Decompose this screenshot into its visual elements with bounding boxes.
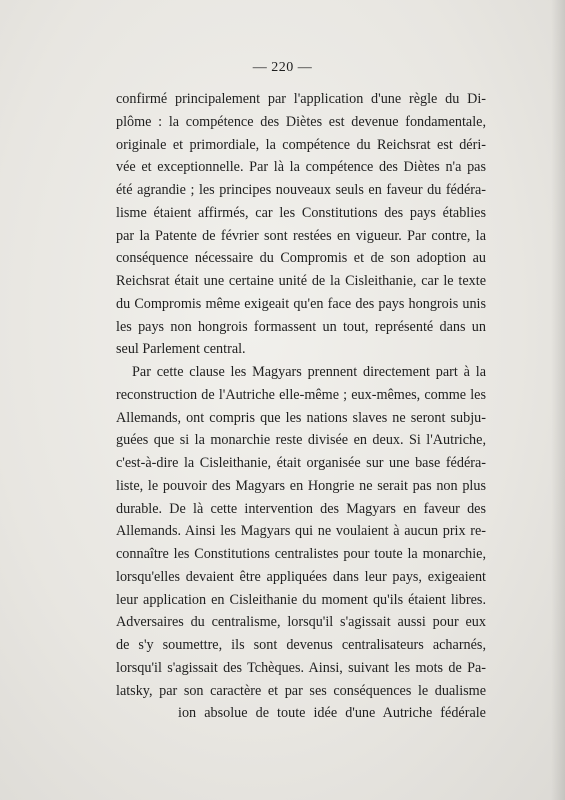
text-line: originale et primordiale, la compétence du Reichsrat est déri- [116, 136, 486, 153]
text-line: c'est-à-dire la Cisleithanie, était organisée sur une base fédéra- [116, 455, 486, 471]
text-line: reconstruction de l'Autriche elle-même ; eux-mêmes, comme les [116, 386, 486, 403]
text-line: Adversaires du centralisme, lorsqu'il s'agissait aussi pour eux [116, 614, 486, 631]
text-line: été agrandie ; les principes nouveaux seuls en faveur du fédéra- [116, 182, 486, 198]
paragraph-1 [116, 88, 486, 361]
text-line: Allemands, ont compris que les nations slaves ne seront subju- [116, 409, 486, 426]
text-line: guées que si la monarchie reste divisée en deux. Si l'Autriche, [116, 432, 486, 449]
text-line: confirmé principalement par l'application d'une règle du Di- [116, 91, 486, 107]
text-line: du Compromis même exigeait qu'en face des pays hongrois unis [116, 295, 486, 312]
text-line: durable. De là cette intervention des Magyars en faveur des [116, 500, 486, 517]
page-edge-shadow [551, 0, 565, 800]
text-line: lorsqu'elles devaient être appliquées dans leur pays, exigeaient [116, 568, 486, 585]
text-line: ion absolue de toute idée d'une Autriche fédérale [178, 705, 486, 722]
text-line: conséquence nécessaire du Compromis et de son adoption au [116, 250, 486, 267]
text-line: Reichsrat était une certaine unité de la Cisleithanie, car le texte [116, 273, 486, 289]
text-line: lorsqu'il s'agissait des Tchèques. Ainsi, suivant les mots de Pa- [116, 659, 486, 676]
text-line: Allemands. Ainsi les Magyars qui ne voulaient à aucun prix re- [116, 523, 486, 540]
text-line: de s'y soumettre, ils sont devenus centralisateurs acharnés, [116, 637, 486, 653]
text-line: latsky, par son caractère et par ses conséquences le dualisme [116, 682, 486, 699]
text-line: les pays non hongrois formassent un tout, représenté dans un [116, 318, 486, 335]
text-line: plôme : la compétence des Diètes est devenue fondamentale, [116, 113, 486, 130]
paragraph-2 [116, 361, 486, 725]
body-text [116, 88, 486, 725]
text-line: vée et exceptionnelle. Par là la compétence des Diètes n'a pas [116, 159, 486, 176]
page-number: — 220 — [252, 60, 313, 75]
text-line: Par cette clause les Magyars prennent directement part à la [132, 364, 486, 380]
text-line: lisme étaient affirmés, car les Constitutions des pays établies [116, 204, 486, 221]
text-line: connaître les Constitutions centralistes pour toute la monarchie, [116, 546, 486, 562]
text-line: par la Patente de février sont restées en vigueur. Par contre, la [116, 227, 486, 244]
text-line: leur application en Cisleithanie du moment qu'ils étaient libres. [116, 591, 486, 608]
text-line: liste, le pouvoir des Magyars en Hongrie ne serait pas non plus [116, 477, 486, 494]
text-line: seul Parlement central. [116, 341, 246, 358]
